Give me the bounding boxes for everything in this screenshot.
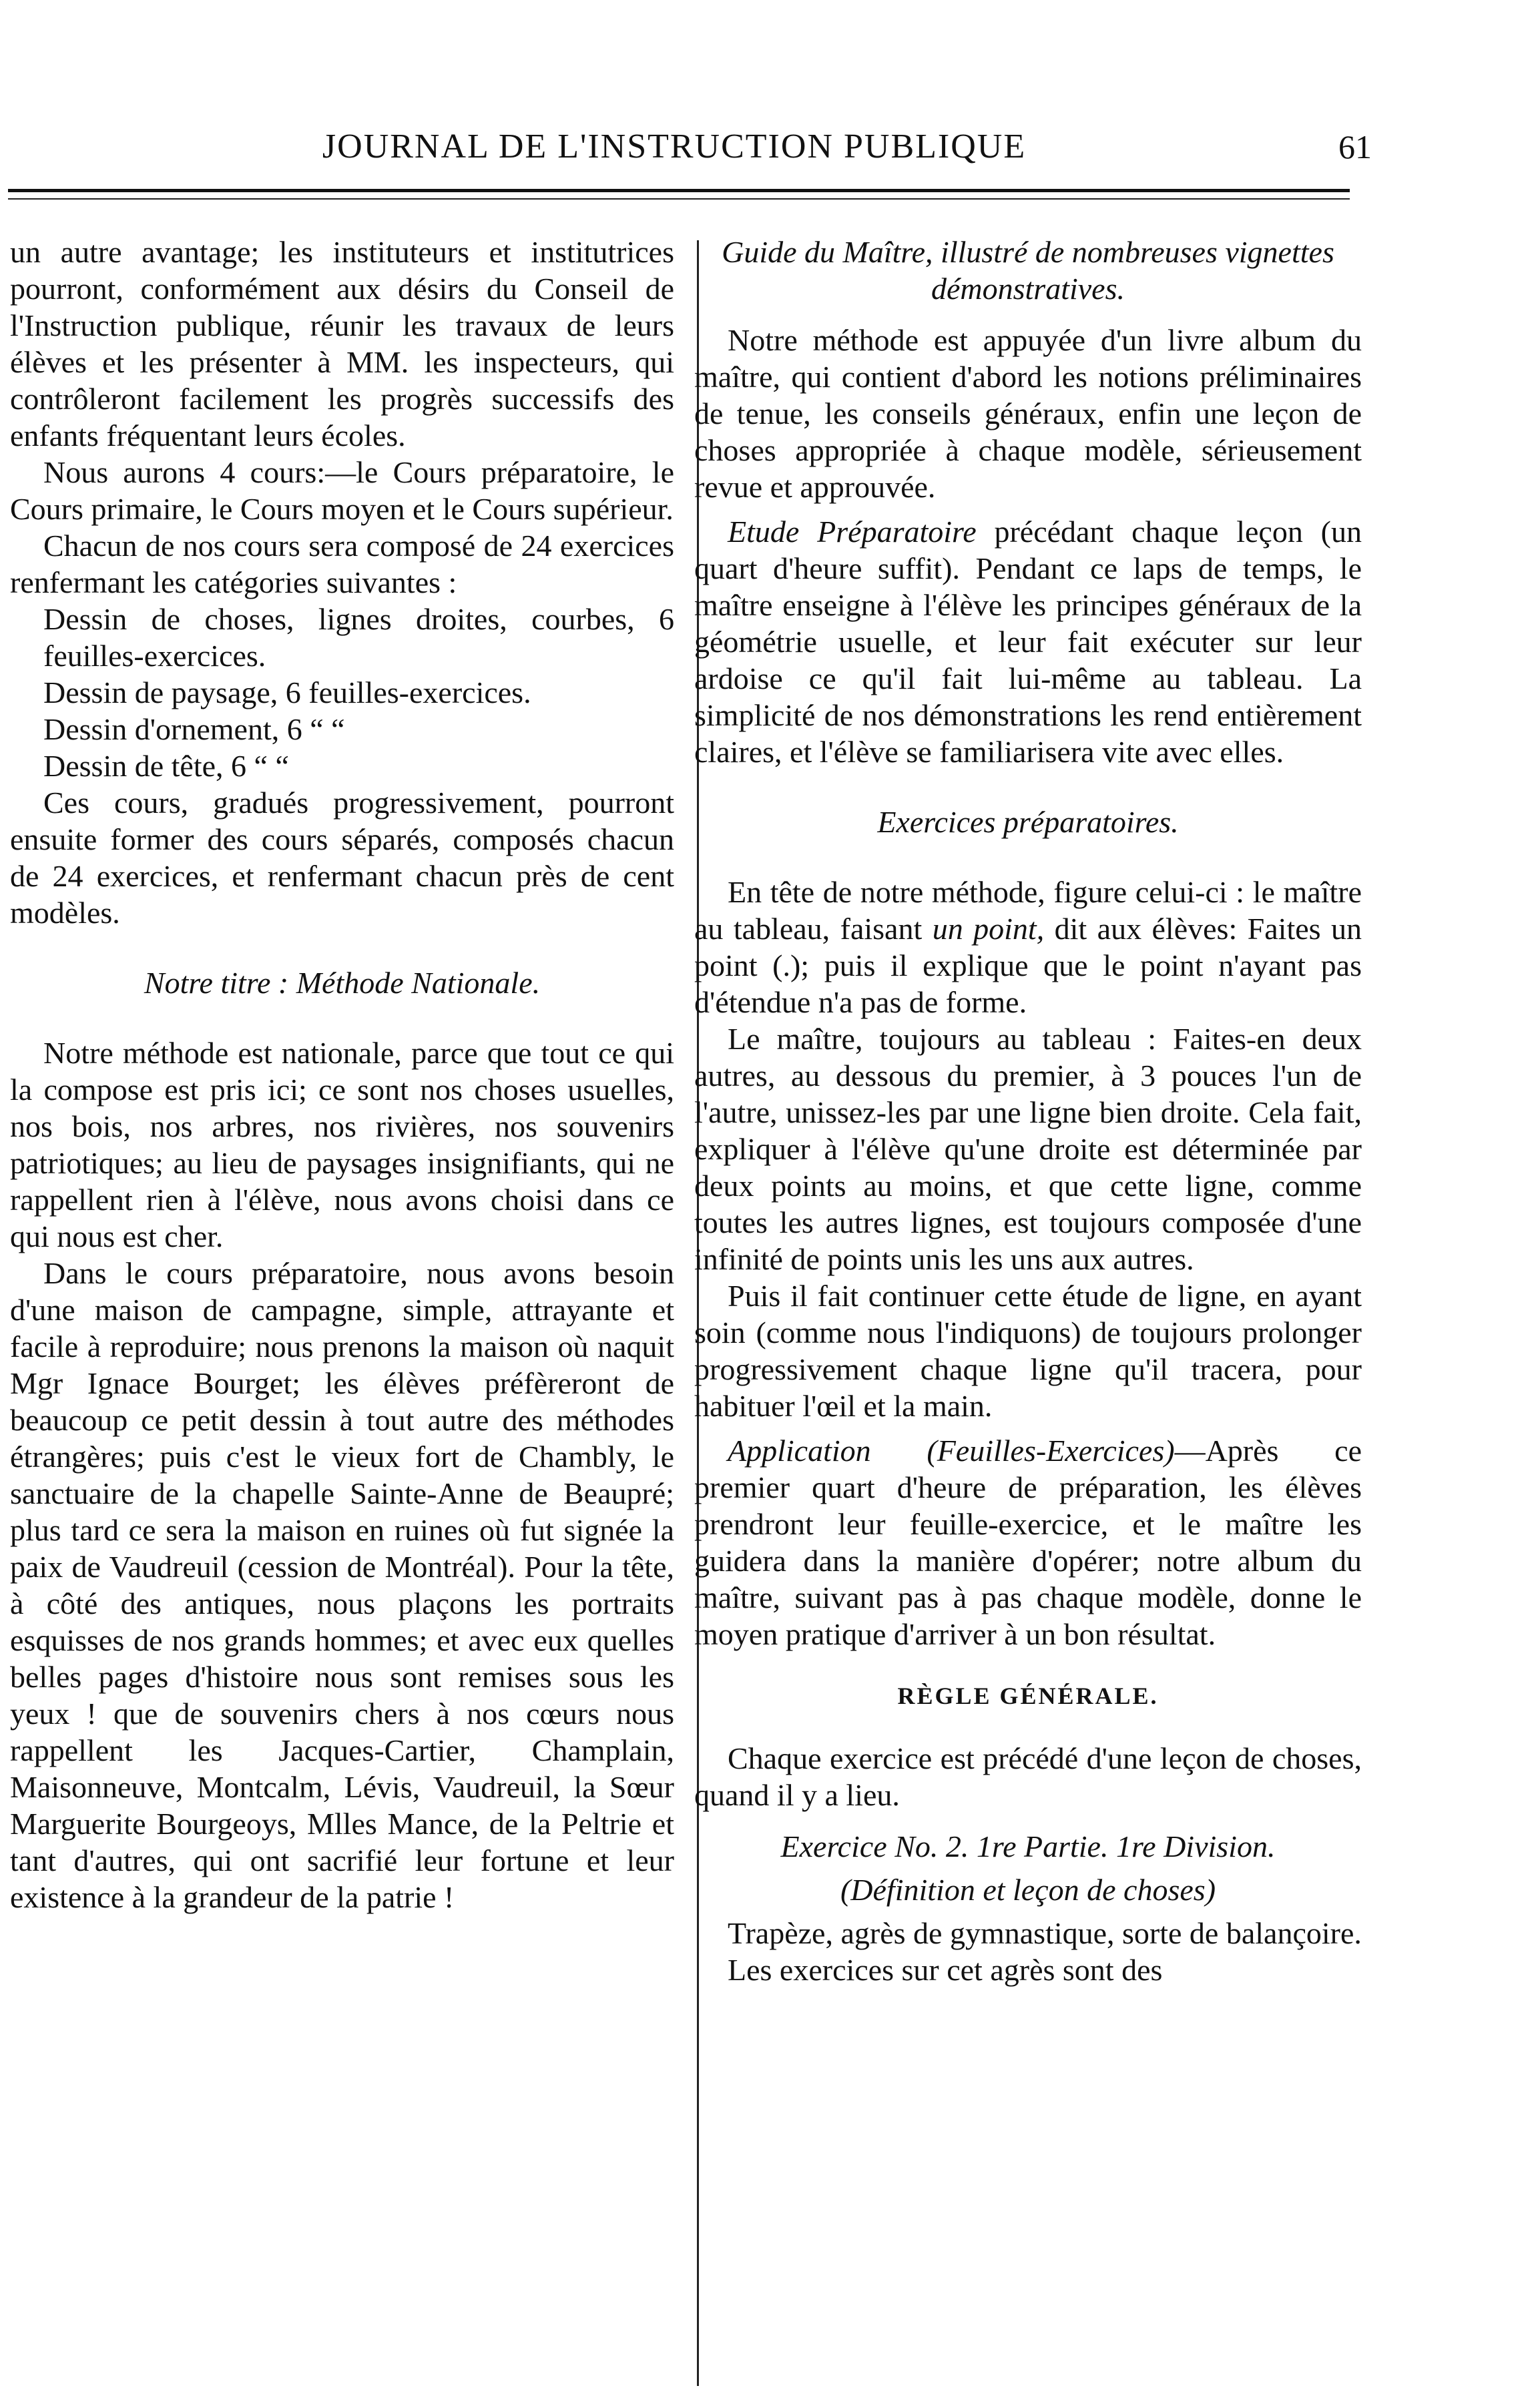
header-rule-thin [8, 198, 1350, 200]
exercise-line: Exercice No. 2. 1re Partie. 1re Division. [780, 1829, 1276, 1863]
italic-lead: Etude Préparatoire [728, 515, 977, 549]
italic-phrase: un point, [932, 912, 1045, 946]
paragraph-text: En tête de notre méthode, figure celui-ci : le maître au tableau, faisant [694, 875, 1362, 946]
paragraph-text: dit aux élèves: Faites un point (.); puis il explique que le point n'ayant pas d'étendue n'a pas de forme. [694, 912, 1362, 1019]
italic-parenthetical: (Feuilles-Exercices) [927, 1434, 1175, 1468]
paragraph: Dans le cours préparatoire, nous avons besoin d'une maison de campagne, simple, attrayante et facile à reproduire; nous prenons la maison où naquit Mgr Ignace Bourget; les élèves préfèreront de beaucoup ce petit dessin à tout autre des méthodes étrangères; puis c'est le vieux fort de Chambly, le sanctuaire de la chapelle Sainte-Anne de Beaupré; plus tard ce sera la maison en ruines où fut signée la paix de Vaudreuil (cession de Montréal). Pour la tête, à côté des antiques, nous plaçons les portraits esquisses de nos grands hommes; et avec eux quelles belles pages d'histoire nous sont remises sous les yeux ! que de souvenirs chers à nos cœurs nous rappellent les Jacques-Cartier, Champlain, Maisonneuve, Montcalm, Lévis, Vaudreuil, la Sœur Marguerite Bourgeoys, Mlles Mance, de la Peltrie et tant d'autres, qui ont sacrifié leur fortune et leur existence à la grandeur de la patrie ! [10, 1256, 674, 1914]
section-heading-caps: RÈGLE GÉNÉRALE. [897, 1683, 1159, 1709]
left-column [10, 234, 674, 1915]
paragraph: un autre avantage; les instituteurs et institutrices pourront, conformément aux désirs du Conseil de l'Instruction publique, réunir les travaux de leurs élèves et les présenter à MM. les inspecteurs, qui contrôleront facilement les progrès successifs des enfants fréquentant leurs écoles. [10, 235, 674, 453]
paragraph: Nous aurons 4 cours:—le Cours préparatoire, le Cours primaire, le Cours moyen et le Cours supérieur. [10, 455, 674, 526]
paragraph [694, 513, 1362, 770]
spacer [694, 1424, 1362, 1432]
right-column [694, 234, 1362, 1988]
paragraph: Notre méthode est nationale, parce que tout ce qui la compose est pris ici; ce sont nos choses usuelles, nos bois, nos arbres, nos rivières, nos souvenirs patriotiques; au lieu de paysages insignifiants, qui ne rappellent rien à l'élève, nous avons choisi dans ce qui nous est cher. [10, 1036, 674, 1253]
paragraph: Les exercices sur cet agrès sont des [728, 1953, 1163, 1987]
paragraph: Ces cours, gradués progressivement, pourront ensuite former des cours séparés, composés chacun de 24 exercices, et renfermant chacun près de cent modèles. [10, 786, 674, 930]
section-heading: Guide du Maître, illustré de nombreuses vignettes démonstratives. [722, 235, 1334, 306]
paragraph: Trapèze, agrès de gymnastique, sorte de balançoire. [728, 1916, 1362, 1950]
list-item: Dessin de tête, 6 “ “ [43, 749, 289, 783]
italic-lead: Application [728, 1434, 871, 1468]
running-title: JOURNAL DE L'INSTRUCTION PUBLIQUE [322, 127, 1027, 166]
paragraph: Chacun de nos cours sera composé de 24 exercices renfermant les catégories suivantes : [10, 529, 674, 599]
exercise-subtitle: (Définition et leçon de choses) [840, 1873, 1216, 1907]
list-item: Dessin de choses, lignes droites, courbes, 6 feuilles-exercices. [43, 602, 674, 673]
header-rule-thick [8, 189, 1350, 192]
list-item: Dessin d'ornement, 6 “ “ [43, 712, 345, 746]
paragraph-text: —Après ce premier quart d'heure de préparation, les élèves prendront leur feuille-exercice, et le maître les guidera dans la manière d'opérer; notre album du maître, suivant pas à pas chaque modèle, donne le moyen pratique d'arriver à un bon résultat. [694, 1434, 1362, 1651]
paragraph: Le maître, toujours au tableau : Faites-en deux autres, au dessous du premier, à 3 pouces l'un de l'autre, unissez-les par une ligne bien droite. Cela fait, expliquer à l'élève qu'une droite est déterminée par deux points au moins, et que cette ligne, comme toutes les autres lignes, est toujours composée d'une infinité de points unis les uns aux autres. [694, 1022, 1362, 1276]
paragraph: Notre méthode est appuyée d'un livre album du maître, qui contient d'abord les notions préliminaires de tenue, les conseils généraux, enfin une leçon de choses appropriée à chaque modèle, sérieusement revue et approuvée. [694, 323, 1362, 504]
section-heading: Notre titre : Méthode Nationale. [144, 966, 541, 1000]
page-number: 61 [1338, 128, 1372, 166]
paragraph: Chaque exercice est précédé d'une leçon de choses, quand il y a lieu. [694, 1741, 1362, 1812]
spacer [694, 505, 1362, 513]
paragraph: Puis il fait continuer cette étude de ligne, en ayant soin (comme nous l'indiquons) de toujours prolonger progressivement chaque ligne qu'il tracera, pour habituer l'œil et la main. [694, 1279, 1362, 1423]
page-header [0, 123, 1540, 177]
section-heading: Exercices préparatoires. [877, 805, 1179, 839]
spacer [694, 1813, 1362, 1821]
paragraph [694, 874, 1362, 1020]
paragraph-text: précédant chaque leçon (un quart d'heure suffit). Pendant ce laps de temps, le maître enseigne à l'élève les principes généraux de la géométrie usuelle, et leur fait exécuter sur leur ardoise ce qu'il fait lui-même au tableau. La simplicité de nos démonstrations les rend entièrement claires, et l'élève se familiarisera vite avec elles. [694, 515, 1362, 769]
list-item: Dessin de paysage, 6 feuilles-exercices. [43, 675, 531, 709]
paragraph [694, 1432, 1362, 1652]
